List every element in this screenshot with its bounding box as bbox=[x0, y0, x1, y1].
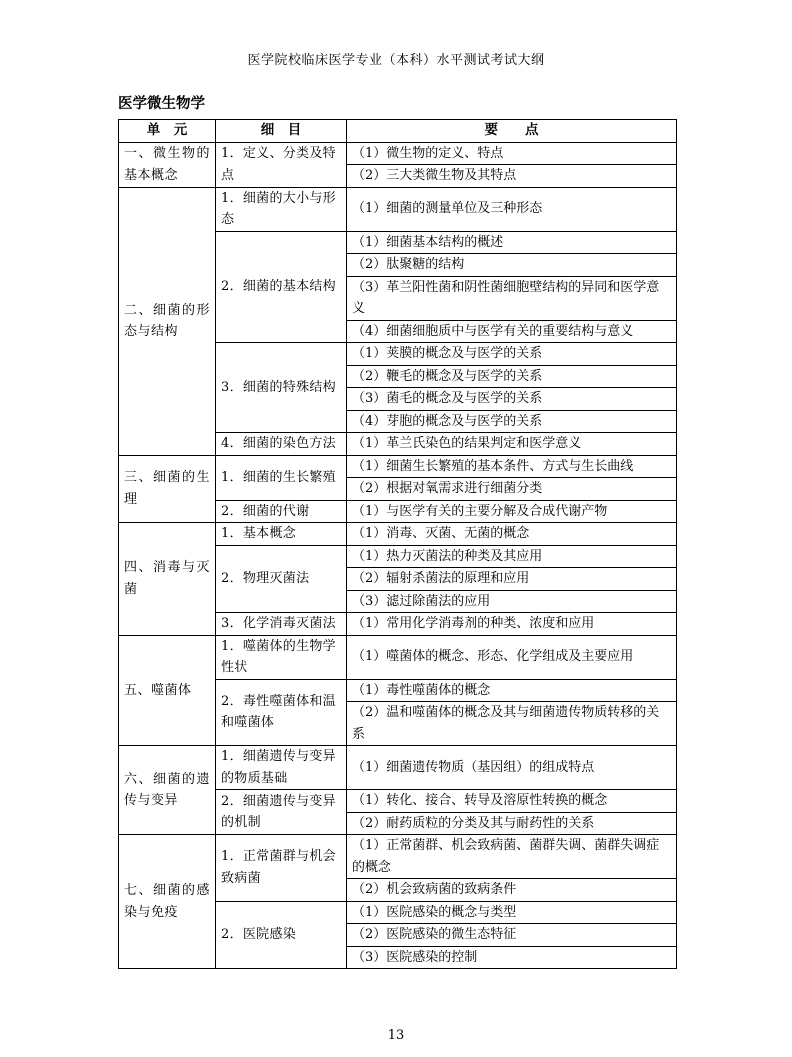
point-cell: （3）滤过除菌法的应用 bbox=[347, 590, 677, 613]
point-cell: （3）革兰阳性菌和阴性菌细胞壁结构的异同和医学意义 bbox=[347, 276, 677, 320]
item-cell: 1．定义、分类及特点 bbox=[216, 142, 347, 187]
table-row bbox=[119, 523, 677, 546]
unit-cell: 五、噬菌体 bbox=[119, 635, 216, 746]
point-cell: （2）根据对氧需求进行细菌分类 bbox=[347, 478, 677, 501]
point-cell: （3）医院感染的控制 bbox=[347, 946, 677, 969]
point-cell: （2）三大类微生物及其特点 bbox=[347, 165, 677, 188]
table-row bbox=[119, 187, 677, 231]
point-cell: （2）机会致病菌的致病条件 bbox=[347, 879, 677, 902]
unit-cell: 二、细菌的形态与结构 bbox=[119, 187, 216, 455]
page-title: 医学微生物学 bbox=[118, 95, 205, 112]
point-cell: （2）辐射杀菌法的原理和应用 bbox=[347, 568, 677, 591]
item-cell: 1．噬菌体的生物学性状 bbox=[216, 635, 347, 679]
item-cell: 2．医院感染 bbox=[216, 901, 347, 969]
item-cell: 1．细菌的生长繁殖 bbox=[216, 455, 347, 500]
point-cell: （1）医院感染的概念与类型 bbox=[347, 901, 677, 924]
point-cell: （1）与医学有关的主要分解及合成代谢产物 bbox=[347, 500, 677, 523]
unit-cell: 一、微生物的基本概念 bbox=[119, 142, 216, 187]
unit-cell: 四、消毒与灭菌 bbox=[119, 523, 216, 636]
unit-cell: 七、细菌的感染与免疫 bbox=[119, 835, 216, 969]
item-cell: 3．细菌的特殊结构 bbox=[216, 343, 347, 433]
item-cell: 3．化学消毒灭菌法 bbox=[216, 613, 347, 636]
item-cell: 1．细菌遗传与变异的物质基础 bbox=[216, 746, 347, 790]
table-row bbox=[119, 635, 677, 679]
point-cell: （1）常用化学消毒剂的种类、浓度和应用 bbox=[347, 613, 677, 636]
syllabus-table-body bbox=[119, 142, 677, 969]
item-cell: 2．细菌的基本结构 bbox=[216, 231, 347, 343]
item-cell: 2．细菌的代谢 bbox=[216, 500, 347, 523]
point-cell: （2）肽聚糖的结构 bbox=[347, 254, 677, 277]
table-row bbox=[119, 142, 677, 165]
point-cell: （1）转化、接合、转导及溶原性转换的概念 bbox=[347, 790, 677, 813]
point-cell: （1）毒性噬菌体的概念 bbox=[347, 679, 677, 702]
point-cell: （1）热力灭菌法的种类及其应用 bbox=[347, 545, 677, 568]
point-cell: （1）正常菌群、机会致病菌、菌群失调、菌群失调症的概念 bbox=[347, 835, 677, 879]
point-cell: （1）荚膜的概念及与医学的关系 bbox=[347, 343, 677, 366]
table-row bbox=[119, 455, 677, 478]
point-cell: （1）细菌生长繁殖的基本条件、方式与生长曲线 bbox=[347, 455, 677, 478]
point-cell: （3）菌毛的概念及与医学的关系 bbox=[347, 388, 677, 411]
point-cell: （4）芽胞的概念及与医学的关系 bbox=[347, 410, 677, 433]
point-cell: （4）细菌细胞质中与医学有关的重要结构与意义 bbox=[347, 320, 677, 343]
column-header-item: 细 目 bbox=[216, 120, 347, 143]
point-cell: （2）温和噬菌体的概念及其与细菌遗传物质转移的关系 bbox=[347, 702, 677, 746]
point-cell: （2）鞭毛的概念及与医学的关系 bbox=[347, 365, 677, 388]
table-row bbox=[119, 746, 677, 790]
item-cell: 1．正常菌群与机会致病菌 bbox=[216, 835, 347, 902]
table-row bbox=[119, 835, 677, 879]
point-cell: （1）革兰氏染色的结果判定和医学意义 bbox=[347, 433, 677, 456]
point-cell: （2）医院感染的微生态特征 bbox=[347, 924, 677, 947]
point-cell: （1）微生物的定义、特点 bbox=[347, 142, 677, 165]
column-header-points: 要 点 bbox=[347, 120, 677, 143]
point-cell: （1）细菌基本结构的概述 bbox=[347, 231, 677, 254]
document-header: 医学院校临床医学专业（本科）水平测试考试大纲 bbox=[247, 53, 545, 68]
unit-cell: 六、细菌的遗传与变异 bbox=[119, 746, 216, 835]
point-cell: （1）细菌遗传物质（基因组）的组成特点 bbox=[347, 746, 677, 790]
syllabus-table bbox=[118, 119, 677, 969]
column-header-unit: 单 元 bbox=[119, 120, 216, 143]
unit-cell: 三、细菌的生理 bbox=[119, 455, 216, 523]
item-cell: 1．细菌的大小与形态 bbox=[216, 187, 347, 231]
point-cell: （2）耐药质粒的分类及其与耐药性的关系 bbox=[347, 812, 677, 835]
item-cell: 2．物理灭菌法 bbox=[216, 545, 347, 613]
point-cell: （1）消毒、灭菌、无菌的概念 bbox=[347, 523, 677, 546]
item-cell: 4．细菌的染色方法 bbox=[216, 433, 347, 456]
table-header-row bbox=[119, 120, 677, 143]
page-number: 13 bbox=[387, 1028, 405, 1043]
item-cell: 1．基本概念 bbox=[216, 523, 347, 546]
point-cell: （1）细菌的测量单位及三种形态 bbox=[347, 187, 677, 231]
point-cell: （1）噬菌体的概念、形态、化学组成及主要应用 bbox=[347, 635, 677, 679]
item-cell: 2．毒性噬菌体和温和噬菌体 bbox=[216, 679, 347, 746]
item-cell: 2．细菌遗传与变异的机制 bbox=[216, 790, 347, 835]
